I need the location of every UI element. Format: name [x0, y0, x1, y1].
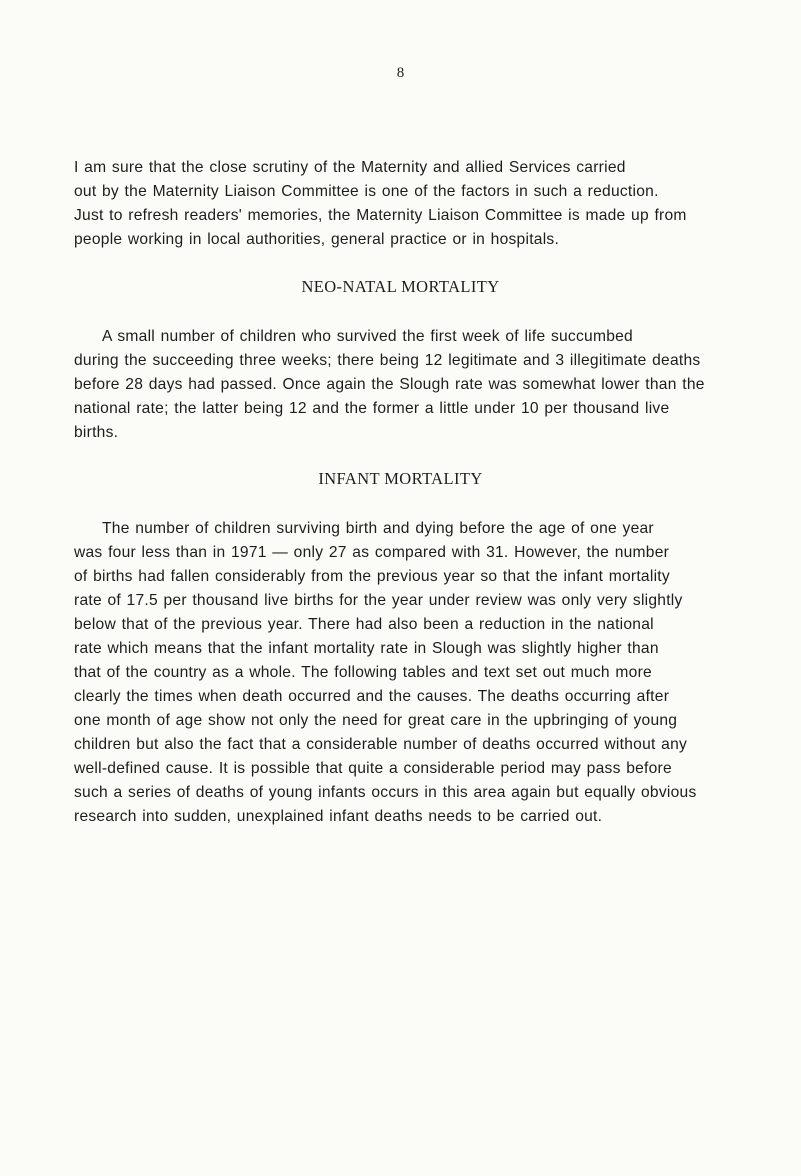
paragraph-line: national rate; the latter being 12 and the former a little under 10 per thousand live — [74, 400, 670, 417]
paragraph-line: I am sure that the close scrutiny of the Maternity and allied Services carried — [74, 159, 626, 176]
intro-paragraph — [74, 156, 734, 252]
paragraph-line: children but also the fact that a considerable number of deaths occurred without any — [74, 736, 688, 753]
paragraph-line: clearly the times when death occurred and the causes. The deaths occurring after — [74, 688, 670, 705]
paragraph-line: out by the Maternity Liaison Committee is one of the factors in such a reduction. — [74, 183, 659, 200]
paragraph-line: births. — [74, 424, 119, 441]
paragraph-line: rate which means that the infant mortality rate in Slough was slightly higher than — [74, 640, 659, 657]
infant-mortality-heading: INFANT MORTALITY — [318, 469, 483, 488]
paragraph-line: well-defined cause. It is possible that quite a considerable period may pass before — [74, 760, 672, 777]
paragraph-line: A small number of children who survived the first week of life succumbed — [102, 328, 633, 345]
paragraph-line: that of the country as a whole. The following tables and text set out much more — [74, 664, 652, 681]
paragraph-line: research into sudden, unexplained infant deaths needs to be carried out. — [74, 808, 603, 825]
paragraph-line: before 28 days had passed. Once again the Slough rate was somewhat lower than the — [74, 376, 705, 393]
paragraph-line: of births had fallen considerably from the previous year so that the infant mortality — [74, 568, 670, 585]
paragraph-line: The number of children surviving birth and dying before the age of one year — [102, 520, 654, 537]
page-number: 8 — [396, 65, 405, 81]
paragraph-line: people working in local authorities, general practice or in hospitals. — [74, 231, 560, 248]
neo-natal-mortality-paragraph — [74, 325, 734, 445]
paragraph-line: such a series of deaths of young infants occurs in this area again but equally obvious — [74, 784, 697, 801]
paragraph-line: was four less than in 1971 — only 27 as compared with 31. However, the number — [74, 544, 670, 561]
paragraph-line: during the succeeding three weeks; there being 12 legitimate and 3 illegitimate deaths — [74, 352, 701, 369]
paragraph-line: below that of the previous year. There had also been a reduction in the national — [74, 616, 654, 633]
infant-mortality-paragraph — [74, 517, 734, 829]
paragraph-line: Just to refresh readers' memories, the Maternity Liaison Committee is made up from — [74, 207, 687, 224]
paragraph-line: rate of 17.5 per thousand live births for the year under review was only very slightly — [74, 592, 683, 609]
paragraph-line: one month of age show not only the need for great care in the upbringing of young — [74, 712, 678, 729]
neo-natal-mortality-heading: NEO-NATAL MORTALITY — [301, 277, 500, 296]
